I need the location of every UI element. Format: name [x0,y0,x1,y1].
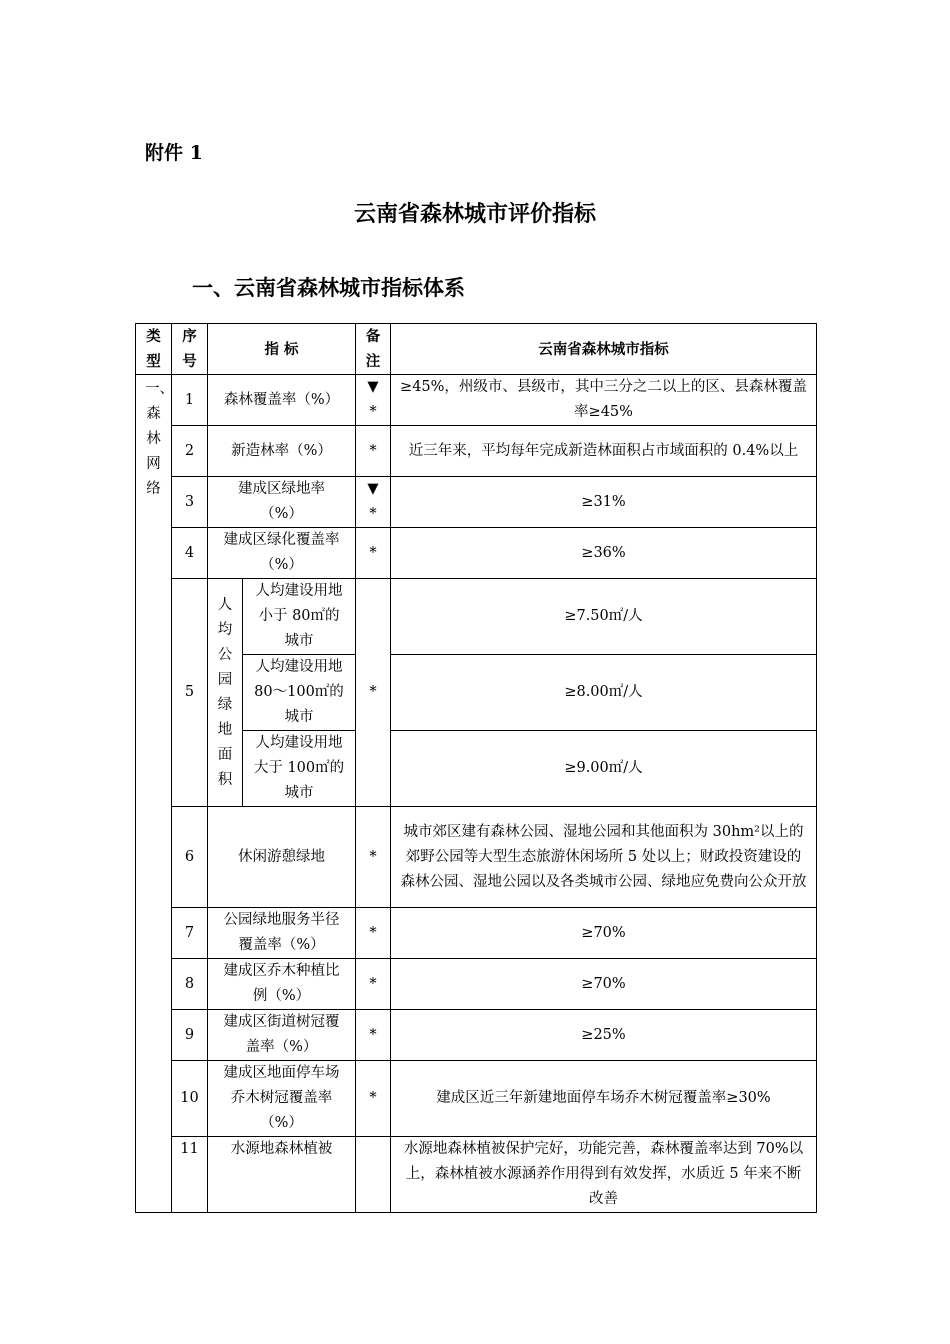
header-no: 序号 [172,324,208,375]
row-remark: * [356,1010,391,1061]
row-no: 8 [172,959,208,1010]
table-row [136,375,817,426]
header-standard: 云南省森林城市指标 [391,324,817,375]
table-row [136,477,817,528]
row-indicator: 森林覆盖率（%） [208,375,356,426]
row-remark: * [356,807,391,908]
row-no: 2 [172,426,208,477]
row-standard: 近三年来，平均每年完成新造林面积占市域面积的 0.4%以上 [391,426,817,477]
header-remark: 备注 [356,324,391,375]
table-row [136,959,817,1010]
row-indicator: 新造林率（%） [208,426,356,477]
table-row [136,1137,817,1213]
attachment-label: 附件 1 [145,142,203,164]
table-row [136,807,817,908]
row-indicator: 建成区地面停车场乔木树冠覆盖率（%） [208,1061,356,1137]
row-standard: 建成区近三年新建地面停车场乔木树冠覆盖率≥30% [391,1061,817,1137]
indicator-table [135,323,817,1213]
category-cell: 一、森林网络 [136,375,172,1213]
table-row [136,1061,817,1137]
row-no: 10 [172,1061,208,1137]
row-no: 5 [172,579,208,807]
row-indicator: 建成区街道树冠覆盖率（%） [208,1010,356,1061]
row-standard: ≥36% [391,528,817,579]
table-row [136,1010,817,1061]
row-remark: * [356,908,391,959]
row-remark: * [356,579,391,807]
row-indicator: 休闲游憩绿地 [208,807,356,908]
row-remark: * [356,528,391,579]
row-standard: ≥31% [391,477,817,528]
table-row [136,426,817,477]
row-remark: * [356,426,391,477]
row-standard: ≥45%，州级市、县级市，其中三分之二以上的区、县森林覆盖率≥45% [391,375,817,426]
subrow-standard: ≥7.50㎡/人 [391,579,817,655]
subrow-standard: ≥8.00㎡/人 [391,655,817,731]
row-no: 7 [172,908,208,959]
row-no: 9 [172,1010,208,1061]
header-type: 类型 [136,324,172,375]
row-no: 1 [172,375,208,426]
table-row [136,908,817,959]
row-remark: * [356,959,391,1010]
row-standard: ≥70% [391,959,817,1010]
row-indicator: 建成区乔木种植比例（%） [208,959,356,1010]
table-row [136,579,817,655]
row-no: 4 [172,528,208,579]
row-remark [356,1137,391,1213]
row-standard: 水源地森林植被保护完好，功能完善，森林覆盖率达到 70%以上，森林植被水源涵养作用得到有效发挥，水质近 5 年来不断改善 [391,1137,817,1213]
row-remark: ▼ * [356,477,391,528]
subrow-standard: ≥9.00㎡/人 [391,731,817,807]
header-indicator: 指 标 [208,324,356,375]
subrow-label: 人均建设用地大于 100㎡的城市 [243,731,356,807]
row-indicator: 人均公园绿地面积 [208,579,243,807]
section-title: 一、云南省森林城市指标体系 [192,275,465,300]
row-remark: ▼ * [356,375,391,426]
row-no: 6 [172,807,208,908]
row-indicator: 公园绿地服务半径覆盖率（%） [208,908,356,959]
row-indicator: 建成区绿地率（%） [208,477,356,528]
subrow-label: 人均建设用地 80～100㎡的城市 [243,655,356,731]
row-no: 11 [172,1137,208,1213]
row-no: 3 [172,477,208,528]
row-indicator: 建成区绿化覆盖率（%） [208,528,356,579]
table-row [136,528,817,579]
row-standard: ≥25% [391,1010,817,1061]
row-standard: 城市郊区建有森林公园、湿地公园和其他面积为 30hm²以上的郊野公园等大型生态旅游休闲场所 5 处以上；财政投资建设的森林公园、湿地公园以及各类城市公园、绿地应免费向公众开放 [391,807,817,908]
row-standard: ≥70% [391,908,817,959]
table-header-row [136,324,817,375]
row-remark: * [356,1061,391,1137]
row-indicator: 水源地森林植被 [208,1137,356,1213]
subrow-label: 人均建设用地小于 80㎡的城市 [243,579,356,655]
page-title: 云南省森林城市评价指标 [353,201,596,227]
